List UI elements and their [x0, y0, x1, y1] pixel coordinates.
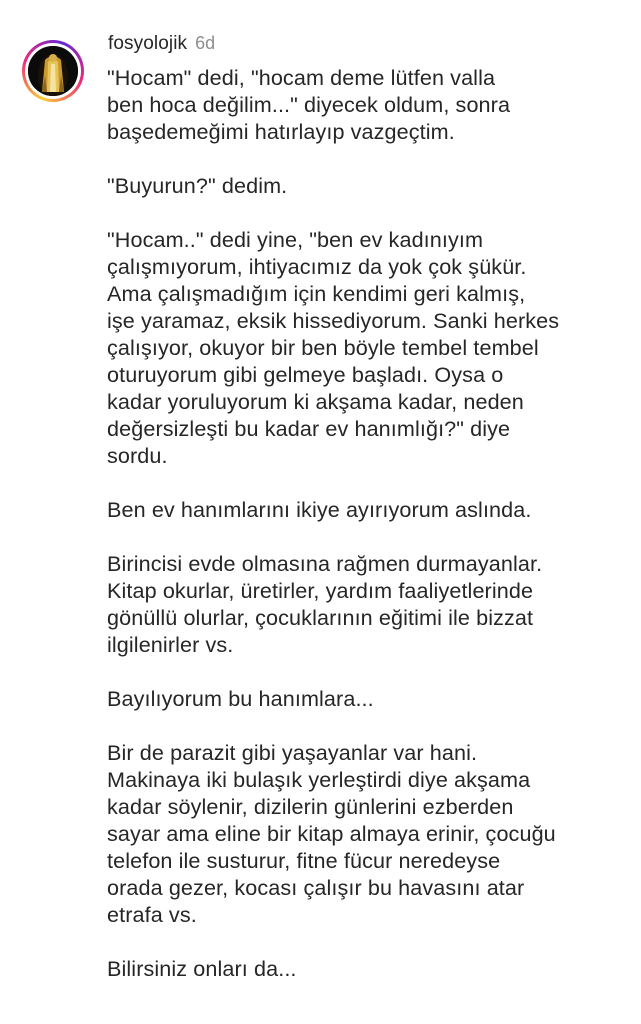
text-line: Makinaya iki bulaşık yerleştirdi diye akşama [107, 767, 531, 792]
comment-header [108, 33, 215, 57]
text-line: "Buyurun?" dedim. [107, 173, 288, 198]
text-line: Ama çalışmadığım için kendimi geri kalmış, [107, 281, 526, 306]
text-line: Bir de parazit gibi yaşayanlar var hani. [107, 740, 478, 765]
paragraph-4 [107, 496, 627, 523]
text-line: işe yaramaz, eksik hissediyorum. Sanki herkes [107, 308, 560, 333]
comment-timestamp: 6d [195, 33, 216, 53]
paragraph-6 [107, 685, 627, 712]
text-line: Bilirsiniz onları da... [107, 956, 297, 981]
username[interactable]: fosyolojik [108, 33, 188, 54]
text-line: başedemeğimi hatırlayıp vazgeçtim. [107, 119, 455, 144]
text-line: sordu. [107, 443, 168, 468]
text-line: gönüllü olurlar, çocuklarının eğitimi ile bizzat [107, 605, 534, 630]
text-line: telefon ile susturur, fitne fücur neredeyse [107, 848, 501, 873]
avatar-ring [25, 43, 81, 99]
paragraph-2 [107, 172, 627, 199]
paragraph-1 [107, 64, 627, 145]
text-line: Ben ev hanımlarını ikiye ayırıyorum aslında. [107, 497, 532, 522]
paragraph-8 [107, 955, 627, 982]
comment-text [107, 64, 627, 1009]
text-line: orada gezer, kocası çalışır bu havasını atar [107, 875, 525, 900]
text-line: oturuyorum gibi gelmeye başladı. Oysa o [107, 362, 504, 387]
text-line: Bayılıyorum bu hanımlara... [107, 686, 374, 711]
text-line: değersizleşti bu kadar ev hanımlığı?" diye [107, 416, 511, 441]
text-line: ilgilenirler vs. [107, 632, 234, 657]
paragraph-7 [107, 739, 627, 928]
avatar[interactable] [22, 40, 84, 102]
text-line: Kitap okurlar, üretirler, yardım faaliyetlerinde [107, 578, 534, 603]
text-line: ben hoca değilim..." diyecek oldum, sonra [107, 92, 511, 117]
paragraph-5 [107, 550, 627, 658]
text-line: "Hocam.." dedi yine, "ben ev kadınıyım [107, 227, 484, 252]
text-line: etrafa vs. [107, 902, 197, 927]
avatar-robed-figure-icon [28, 46, 78, 96]
paragraph-3 [107, 226, 627, 469]
text-line: "Hocam" dedi, "hocam deme lütfen valla [107, 65, 496, 90]
text-line: sayar ama eline bir kitap almaya erinir, çocuğu [107, 821, 556, 846]
text-line: Birincisi evde olmasına rağmen durmayanlar. [107, 551, 543, 576]
text-line: kadar söylenir, dizilerin günlerini ezberden [107, 794, 514, 819]
text-line: çalışıyor, okuyor bir ben böyle tembel tembel [107, 335, 539, 360]
text-line: çalışmıyorum, ihtiyacımız da yok çok şükür. [107, 254, 527, 279]
text-line: kadar yoruluyorum ki akşama kadar, neden [107, 389, 524, 414]
